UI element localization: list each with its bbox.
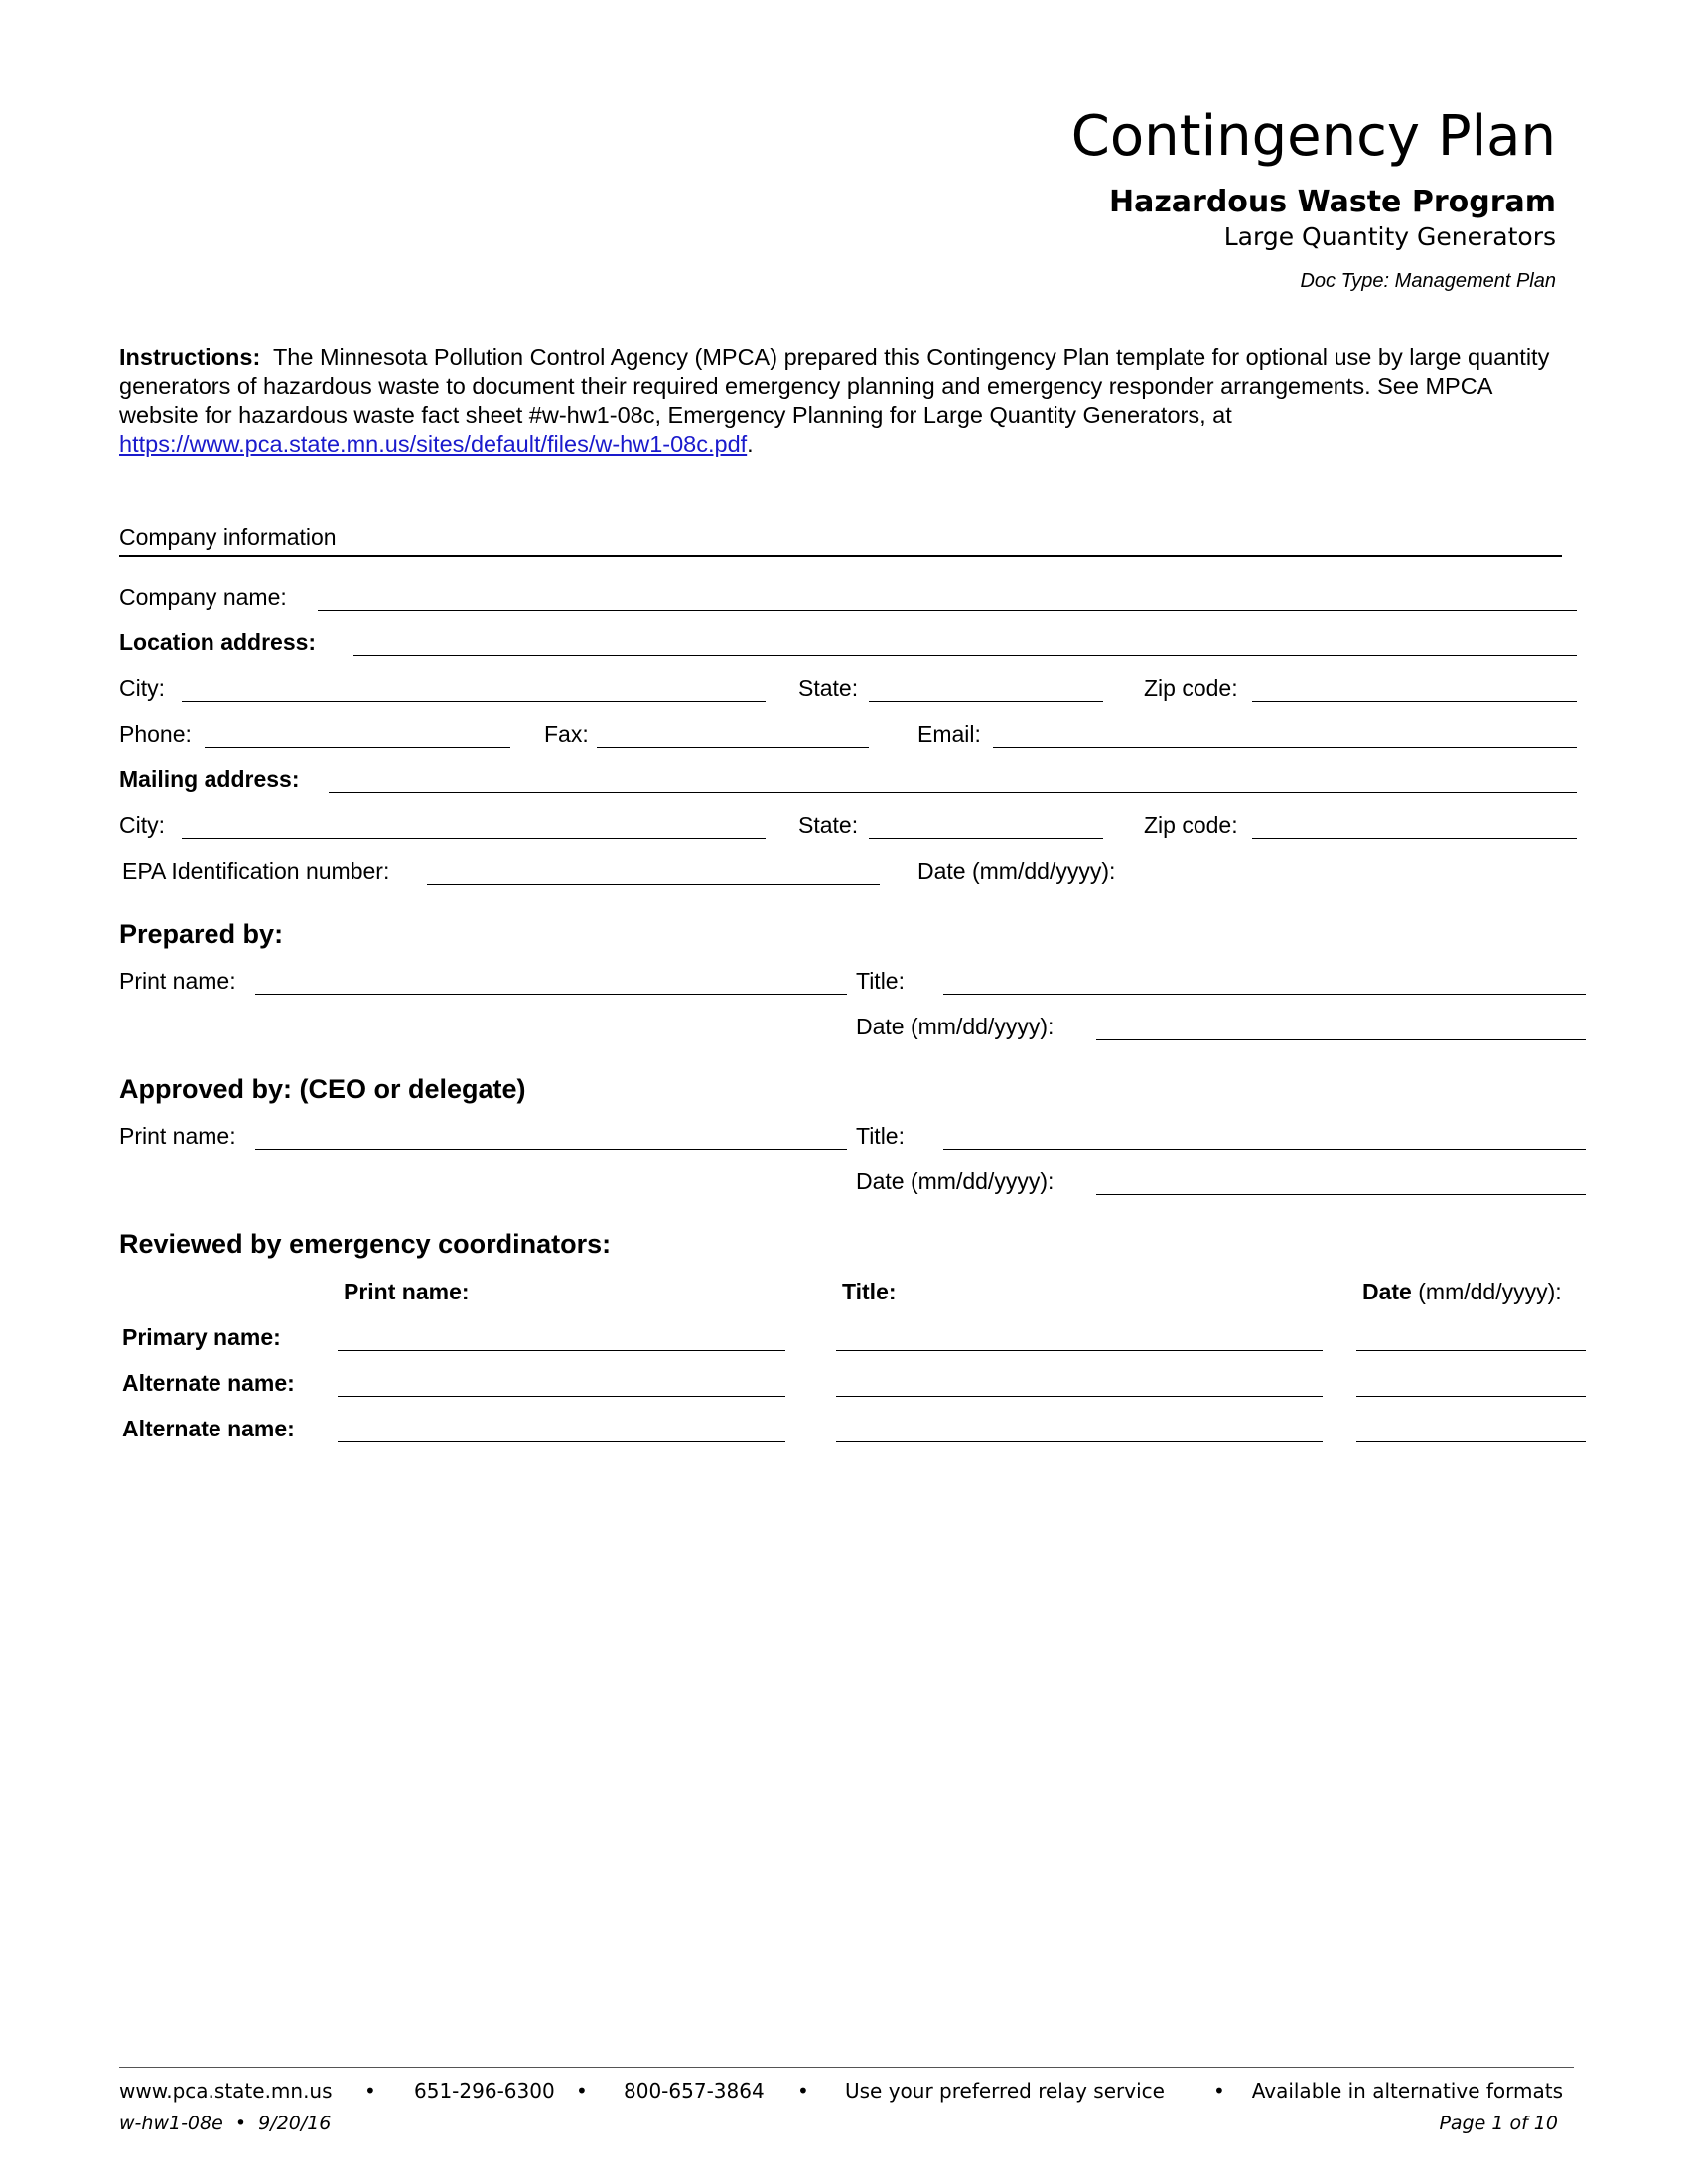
zip-code-label: Zip code: [1144, 675, 1238, 701]
reviewed-by-heading: Reviewed by emergency coordinators: [119, 1229, 612, 1259]
prepared-by-heading: Prepared by: [119, 919, 284, 949]
column-title: Title: [842, 1279, 897, 1304]
alternate-name-label-1: Alternate name: [122, 1370, 295, 1396]
company-section-label: Company information [119, 524, 337, 550]
company-date-label: Date (mm/dd/yyyy): [917, 858, 1116, 884]
prepared-title-field[interactable] [943, 994, 1586, 995]
alternate1-print-name-field[interactable] [338, 1396, 785, 1397]
footer-phone-2: 800-657-3864 [624, 2079, 765, 2103]
state-field[interactable] [869, 701, 1103, 702]
mailing-city-field[interactable] [182, 838, 766, 839]
prepared-print-name-label: Print name: [119, 968, 236, 994]
approved-by-heading: Approved by: (CEO or delegate) [119, 1074, 526, 1104]
company-name-label: Company name: [119, 584, 287, 610]
footer-bullet-2: • [576, 2079, 588, 2103]
mailing-city-label: City: [119, 812, 165, 838]
approved-title-label: Title: [856, 1123, 905, 1149]
fact-sheet-link[interactable]: https://www.pca.state.mn.us/sites/default/files/w-hw1-08c.pdf [119, 431, 748, 457]
primary-name-label: Primary name: [122, 1324, 281, 1350]
column-date-bold: Date [1362, 1279, 1412, 1304]
prepared-title-label: Title: [856, 968, 905, 994]
footer-bullet-3: • [797, 2079, 809, 2103]
approved-print-name-label: Print name: [119, 1123, 236, 1149]
prepared-print-name-field[interactable] [255, 994, 847, 995]
column-print-name: Print name: [344, 1279, 470, 1304]
instructions-text: The Minnesota Pollution Control Agency (MPCA) prepared this Contingency Plan template for optional use by large quantity generators of hazardous waste to document their required emergency planning and emergency responder arrangements. See MPCA website for hazardous waste fact sheet #w-hw1-08c, Emergency Planning for Large Quantity Generators, at [119, 344, 1550, 428]
fax-field[interactable] [597, 747, 869, 748]
instructions-label: Instructions: [119, 344, 261, 370]
approved-date-field[interactable] [1096, 1194, 1586, 1195]
footer-bullet-4: • [1213, 2079, 1225, 2103]
column-date [1362, 1281, 1562, 1303]
mailing-zip-label: Zip code: [1144, 812, 1238, 838]
phone-field[interactable] [205, 747, 510, 748]
alternate-name-label-2: Alternate name: [122, 1416, 295, 1441]
doc-type-label: Doc Type: Management Plan [1300, 270, 1556, 292]
footer-page-number: Page 1 of 10 [1439, 2113, 1558, 2134]
mailing-zip-field[interactable] [1252, 838, 1577, 839]
approved-title-field[interactable] [943, 1149, 1586, 1150]
approved-print-name-field[interactable] [255, 1149, 847, 1150]
primary-title-field[interactable] [836, 1350, 1323, 1351]
footer-formats: Available in alternative formats [1251, 2079, 1563, 2103]
alternate2-date-field[interactable] [1356, 1441, 1586, 1442]
column-date-format: (mm/dd/yyyy): [1411, 1279, 1562, 1304]
zip-code-field[interactable] [1252, 701, 1577, 702]
company-name-field[interactable] [318, 610, 1577, 611]
footer-divider [119, 2067, 1574, 2068]
document-title: Contingency Plan [1070, 104, 1556, 169]
alternate1-title-field[interactable] [836, 1396, 1323, 1397]
section-divider [119, 555, 1562, 557]
mailing-state-field[interactable] [869, 838, 1103, 839]
epa-id-label: EPA Identification number: [122, 858, 390, 884]
email-label: Email: [917, 721, 981, 747]
epa-id-field[interactable] [427, 884, 880, 885]
state-label: State: [798, 675, 859, 701]
primary-date-field[interactable] [1356, 1350, 1586, 1351]
mailing-address-label: Mailing address: [119, 766, 300, 792]
city-field[interactable] [182, 701, 766, 702]
primary-print-name-field[interactable] [338, 1350, 785, 1351]
document-subtitle: Large Quantity Generators [1223, 222, 1556, 251]
footer-doc-id: w-hw1-08e • 9/20/16 [119, 2113, 332, 2134]
approved-date-label: Date (mm/dd/yyyy): [856, 1168, 1055, 1194]
fax-label: Fax: [544, 721, 589, 747]
program-name: Hazardous Waste Program [1108, 185, 1556, 219]
city-label: City: [119, 675, 165, 701]
location-address-label: Location address: [119, 629, 317, 655]
location-address-field[interactable] [353, 655, 1577, 656]
prepared-date-field[interactable] [1096, 1039, 1586, 1040]
footer-relay: Use your preferred relay service [845, 2079, 1165, 2103]
prepared-date-label: Date (mm/dd/yyyy): [856, 1014, 1055, 1039]
footer-website: www.pca.state.mn.us [119, 2079, 333, 2103]
phone-label: Phone: [119, 721, 192, 747]
alternate2-print-name-field[interactable] [338, 1441, 785, 1442]
alternate1-date-field[interactable] [1356, 1396, 1586, 1397]
footer-bullet-1: • [364, 2079, 376, 2103]
email-field[interactable] [993, 747, 1577, 748]
footer-phone-1: 651-296-6300 [414, 2079, 555, 2103]
instructions-paragraph [119, 343, 1569, 459]
instructions-trailing: . [747, 431, 754, 457]
mailing-state-label: State: [798, 812, 859, 838]
mailing-address-field[interactable] [329, 792, 1577, 793]
alternate2-title-field[interactable] [836, 1441, 1323, 1442]
